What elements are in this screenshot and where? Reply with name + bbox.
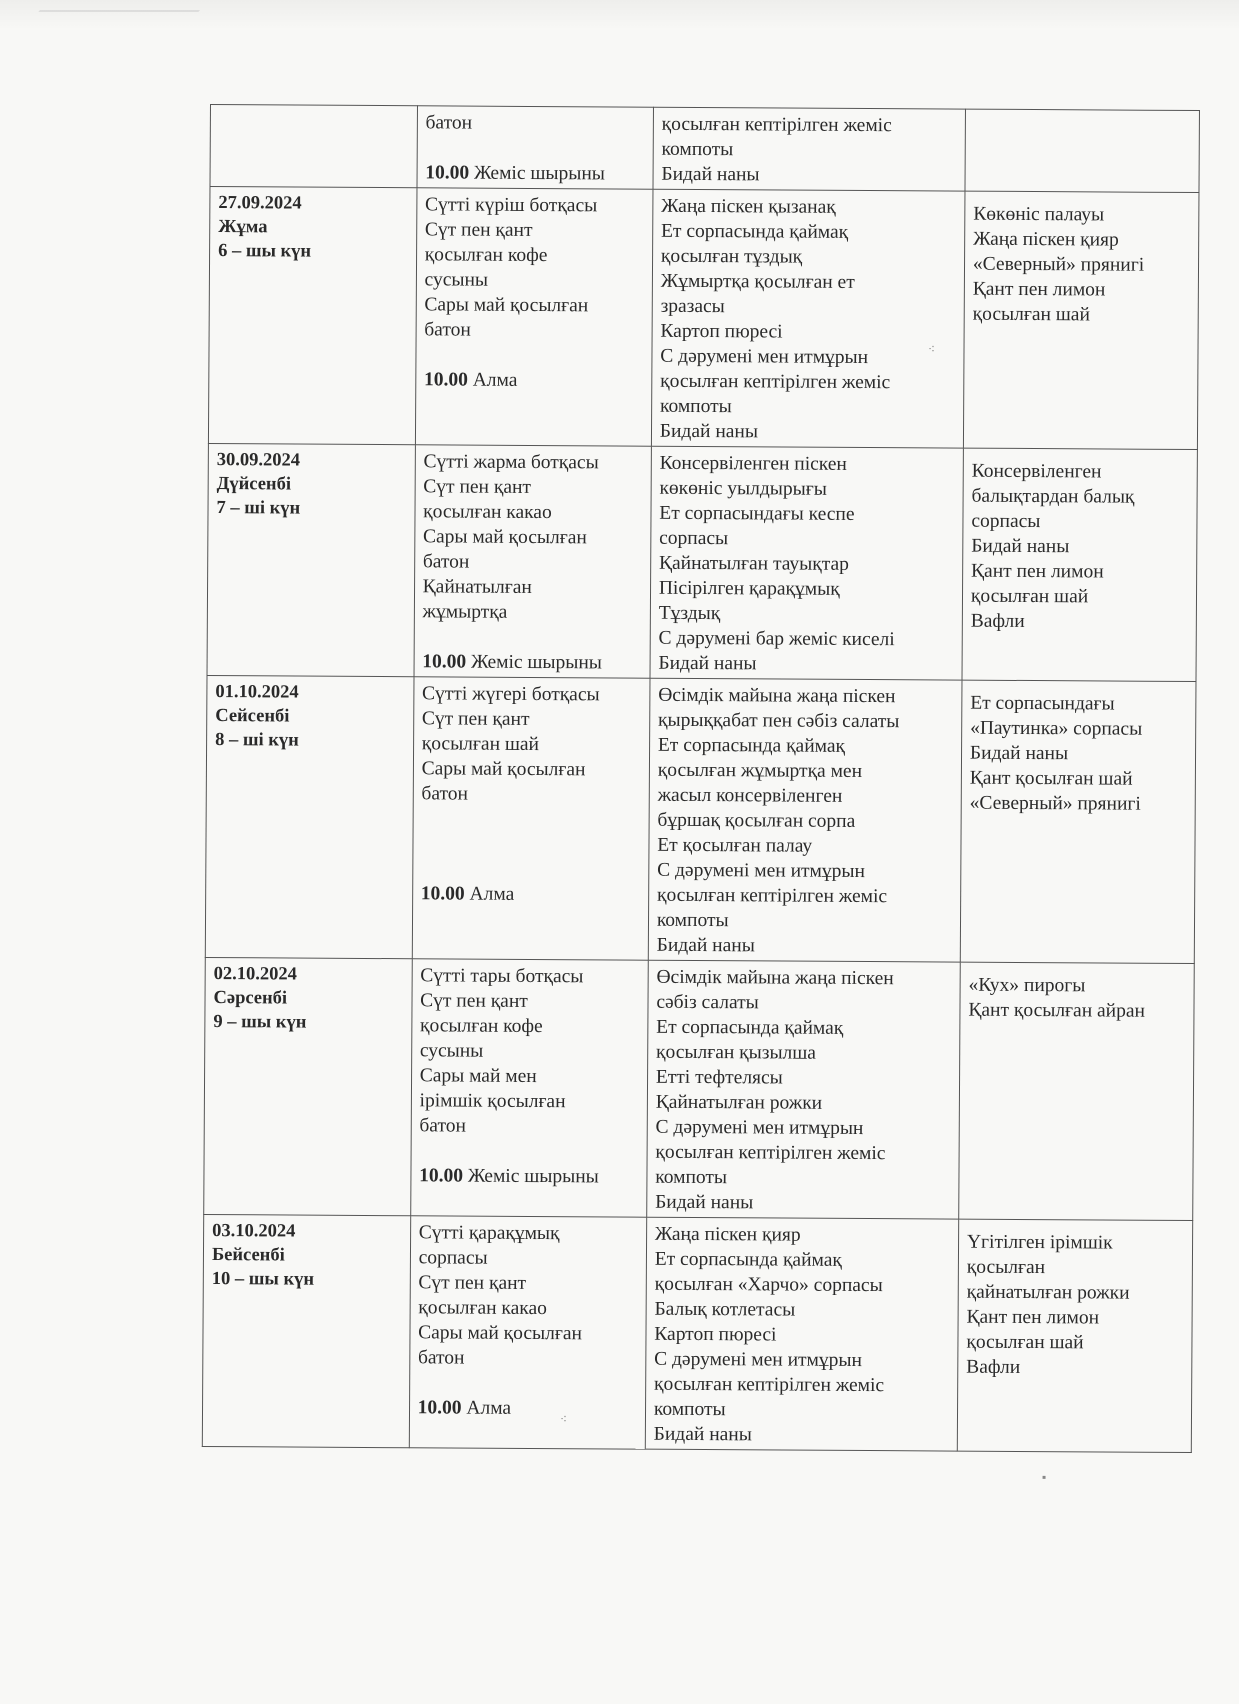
lunch-item: қосылған қызылша xyxy=(655,1041,817,1064)
day-num: 10 – шы күн xyxy=(211,1269,315,1290)
day-name: Жұма xyxy=(218,217,268,238)
dinner-cell xyxy=(963,191,1199,449)
day-date: 03.10.2024 xyxy=(212,1221,296,1242)
dinner-cell xyxy=(962,448,1197,681)
lunch-item: Қайнатылған тауықтар xyxy=(658,552,850,575)
breakfast-item: Сүт пен қант xyxy=(421,708,530,730)
breakfast-item: Сүт пен қант xyxy=(424,219,533,241)
dinner-item: Қант пен лимон xyxy=(966,1306,1100,1329)
lunch-item: қосылған «Харчо» сорпасы xyxy=(654,1273,883,1297)
lunch-item: қосылған жұмыртқа мен xyxy=(657,759,863,782)
lunch-item: көкөніс уылдырығы xyxy=(659,477,827,500)
scan-speck: ⁖ xyxy=(928,342,936,356)
lunch-item: Ет қосылған палау xyxy=(657,834,813,857)
breakfast-cell xyxy=(417,106,654,189)
snack-item: Жеміс шырыны xyxy=(467,1165,599,1188)
lunch-item: Бидай наны xyxy=(658,652,757,675)
day-cell xyxy=(202,1214,410,1447)
lunch-item: Өсімдік майына жаңа піскен xyxy=(656,966,894,990)
dinner-item: Консервіленген xyxy=(971,460,1102,483)
day-num: 6 – шы күн xyxy=(218,241,312,262)
lunch-item: Балық котлетасы xyxy=(654,1298,796,1321)
lunch-item: С дәрумені мен итмұрын xyxy=(654,1348,863,1372)
lunch-item: қосылған кептірілген жеміс xyxy=(653,1373,885,1397)
lunch-item: Жаңа піскен қызанақ xyxy=(661,195,836,218)
breakfast-item: Сары май қосылған xyxy=(422,526,587,549)
lunch-cell xyxy=(650,446,964,680)
snack-time: 10.00 xyxy=(417,1397,462,1419)
dinner-item: қосылған шай xyxy=(966,1331,1084,1354)
breakfast-item: Сары май қосылған xyxy=(424,294,589,317)
breakfast-item: батон xyxy=(419,1115,467,1137)
breakfast-item: қосылған какао xyxy=(418,1297,547,1320)
day-num xyxy=(219,109,409,110)
breakfast-item: батон xyxy=(422,551,470,573)
dinner-item: Бидай наны xyxy=(971,535,1070,558)
day-cell xyxy=(207,443,415,676)
snack-entry xyxy=(418,1395,637,1421)
day-cell xyxy=(208,187,416,445)
lunch-item: қосылған тұздық xyxy=(660,245,803,268)
dinner-item: Қант пен лимон xyxy=(972,278,1106,301)
lunch-item: Ет сорпасында қаймақ xyxy=(654,1248,842,1271)
dinner-item: «Кух» пирогы xyxy=(968,974,1086,997)
breakfast-item: сорпасы xyxy=(418,1247,488,1269)
snack-time: 10.00 xyxy=(425,162,470,184)
day-date: 02.10.2024 xyxy=(213,964,297,985)
dinner-item: «Паутинка» сорпасы xyxy=(970,717,1143,740)
dinner-item: Қант қосылған айран xyxy=(968,999,1146,1022)
breakfast-item: батон xyxy=(421,783,469,805)
day-date: 27.09.2024 xyxy=(218,193,302,214)
spacer xyxy=(425,135,644,161)
day-cell xyxy=(210,105,417,188)
lunch-item: компоты xyxy=(653,1398,726,1421)
menu-day-row xyxy=(202,1214,1192,1452)
dinner-item: Ет сорпасындағы xyxy=(970,692,1115,715)
day-num: 8 – ші күн xyxy=(215,730,299,751)
spacer xyxy=(421,831,640,857)
dinner-item: «Северный» прянигі xyxy=(969,792,1141,815)
dinner-item: қосылған шай xyxy=(970,585,1089,608)
day-name: Бейсенбі xyxy=(211,1245,285,1266)
dinner-item: қосылған xyxy=(966,1256,1046,1279)
snack-time: 10.00 xyxy=(423,369,468,391)
breakfast-item: Сары май қосылған xyxy=(421,758,586,781)
dinner-item: Бидай наны xyxy=(969,742,1069,765)
day-cell xyxy=(204,957,412,1215)
breakfast-cell xyxy=(410,959,648,1217)
breakfast-cell xyxy=(415,188,653,446)
lunch-item: компоты xyxy=(659,395,732,418)
dinner-item: балықтардан балық xyxy=(971,485,1135,508)
menu-day-row xyxy=(210,105,1199,193)
lunch-cell xyxy=(651,189,965,448)
snack-entry xyxy=(425,160,644,186)
dinner-item: Көкөніс палауы xyxy=(973,203,1105,226)
lunch-item: зразасы xyxy=(660,295,725,318)
breakfast-item: Сүтті жарма ботқасы xyxy=(423,451,599,474)
spacer xyxy=(419,1138,638,1164)
spacer xyxy=(421,806,640,832)
dinner-cell xyxy=(960,680,1196,963)
breakfast-item: Сүтті тары ботқасы xyxy=(420,965,584,988)
breakfast-item: сусыны xyxy=(419,1040,484,1062)
menu-day-row xyxy=(208,187,1199,450)
snack-entry xyxy=(421,881,640,907)
lunch-item: компоты xyxy=(655,1166,728,1189)
lunch-item: Жаңа піскен қияр xyxy=(654,1223,801,1246)
lunch-item: Ет сорпасында қаймақ xyxy=(660,220,849,243)
dinner-item: Жаңа піскен қияр xyxy=(973,228,1119,251)
lunch-item: Ет сорпасында қаймақ xyxy=(656,1016,844,1039)
lunch-item: С дәрумені мен итмұрын xyxy=(657,859,866,883)
dinner-item: Үгітілген ірімшік xyxy=(966,1231,1113,1254)
dinner-item: Вафли xyxy=(970,610,1025,632)
lunch-cell xyxy=(648,678,962,962)
dinner-item: қосылған шай xyxy=(972,303,1090,326)
day-num: 9 – шы күн xyxy=(213,1012,307,1033)
breakfast-item: Сүтті жүгері ботқасы xyxy=(421,683,600,706)
dinner-item: Қант қосылған шай xyxy=(969,767,1133,790)
scan-speck: ▪ xyxy=(1042,1470,1047,1484)
day-date: 30.09.2024 xyxy=(216,450,301,471)
spacer xyxy=(421,856,640,882)
snack-time: 10.00 xyxy=(420,883,465,905)
dinner-item: Вафли xyxy=(966,1356,1021,1378)
day-name: Дүйсенбі xyxy=(216,474,292,495)
lunch-item: С дәрумені мен итмұрын xyxy=(655,1116,864,1140)
breakfast-item: ірімшік қосылған xyxy=(419,1090,566,1113)
lunch-cell xyxy=(653,107,966,191)
snack-entry xyxy=(422,649,641,675)
breakfast-item: Сүтті күріш ботқасы xyxy=(424,194,598,217)
day-name xyxy=(219,109,409,110)
snack-entry xyxy=(419,1163,638,1189)
lunch-item: Бидай наны xyxy=(656,934,755,957)
breakfast-item: батон xyxy=(425,112,473,134)
day-date: 01.10.2024 xyxy=(215,682,299,703)
breakfast-item: жұмыртқа xyxy=(422,601,508,623)
day-num: 7 – ші күн xyxy=(216,498,301,519)
lunch-item: қырыққабат пен сәбіз салаты xyxy=(658,709,900,733)
lunch-item: С дәрумені бар жеміс киселі xyxy=(658,627,895,651)
day-name: Сейсенбі xyxy=(215,706,290,727)
lunch-item: Жұмыртқа қосылған ет xyxy=(660,270,855,293)
lunch-item: компоты xyxy=(661,138,734,161)
day-cell xyxy=(205,675,413,958)
lunch-item: Картоп пюресі xyxy=(654,1323,777,1346)
breakfast-item: Сүтті қарақұмық xyxy=(418,1222,560,1245)
breakfast-item: қосылған кофе xyxy=(419,1015,543,1038)
breakfast-cell xyxy=(414,445,652,678)
breakfast-item: қосылған шай xyxy=(421,733,540,756)
lunch-item: Консервіленген піскен xyxy=(659,452,847,475)
lunch-item: сәбіз салаты xyxy=(656,991,759,1014)
lunch-item: С дәрумені мен итмұрын xyxy=(660,345,869,369)
lunch-item: Қайнатылған рожки xyxy=(655,1091,823,1114)
lunch-item: Бидай наны xyxy=(659,420,759,443)
dinner-cell xyxy=(957,1219,1192,1452)
lunch-item: Картоп пюресі xyxy=(660,320,783,343)
breakfast-item: Сүт пен қант xyxy=(420,990,528,1012)
lunch-item: Бидай наны xyxy=(653,1423,752,1446)
lunch-item: қосылған кептірілген жеміс xyxy=(660,370,891,394)
lunch-item: Бидай наны xyxy=(655,1191,754,1214)
breakfast-item: Қайнатылған xyxy=(422,576,532,598)
dinner-cell xyxy=(959,962,1195,1220)
dinner-item: сорпасы xyxy=(971,510,1041,533)
breakfast-cell xyxy=(412,677,650,960)
lunch-item: Бидай наны xyxy=(661,163,760,186)
breakfast-cell xyxy=(409,1216,647,1449)
snack-item: Алма xyxy=(472,369,518,391)
snack-item: Жеміс шырыны xyxy=(470,651,603,674)
lunch-item: қосылған кептірілген жеміс xyxy=(655,1141,886,1165)
menu-day-row xyxy=(207,443,1197,681)
breakfast-item: қосылған какао xyxy=(423,501,552,524)
snack-item: Алма xyxy=(469,883,515,905)
lunch-item: компоты xyxy=(656,909,729,932)
lunch-item: Пісірілген қарақұмық xyxy=(658,577,840,600)
dinner-item: «Северный» прянигі xyxy=(972,253,1145,276)
dinner-item: қайнатылған рожки xyxy=(966,1281,1130,1304)
lunch-item: Етті тефтелясы xyxy=(655,1066,783,1089)
breakfast-item: батон xyxy=(417,1347,465,1369)
menu-table-body xyxy=(202,105,1199,1453)
lunch-item: Ет сорпасындағы кеспе xyxy=(659,502,855,525)
lunch-item: Ет сорпасында қаймақ xyxy=(657,734,846,757)
snack-item: Жеміс шырыны xyxy=(473,162,605,185)
breakfast-item: сусыны xyxy=(424,269,489,291)
breakfast-item: Сүт пен қант xyxy=(423,476,532,498)
lunch-item: жасыл консервіленген xyxy=(657,784,843,807)
dinner-cell xyxy=(965,109,1200,192)
lunch-cell xyxy=(647,960,961,1219)
lunch-item: қосылған кептірілген жеміс xyxy=(661,113,892,137)
snack-item: Алма xyxy=(466,1397,512,1419)
snack-entry xyxy=(424,367,643,393)
spacer xyxy=(418,1370,637,1396)
breakfast-item: Сүт пен қант xyxy=(418,1272,527,1294)
lunch-item: Өсімдік майына жаңа піскен xyxy=(658,684,896,708)
snack-time: 10.00 xyxy=(419,1165,464,1187)
day-name: Сәрсенбі xyxy=(213,988,288,1009)
lunch-item: бұршақ қосылған сорпа xyxy=(657,809,856,832)
breakfast-item: батон xyxy=(424,319,471,341)
spacer xyxy=(424,342,643,368)
lunch-item: сорпасы xyxy=(659,527,729,550)
menu-table xyxy=(202,104,1200,1453)
snack-time: 10.00 xyxy=(422,651,467,673)
breakfast-item: Сары май мен xyxy=(419,1065,537,1088)
dinner-item: Қант пен лимон xyxy=(971,560,1104,583)
spacer xyxy=(422,624,641,650)
menu-day-row xyxy=(204,957,1195,1220)
lunch-cell xyxy=(645,1217,959,1451)
day-date xyxy=(219,109,409,110)
lunch-item: Тұздық xyxy=(658,602,721,625)
lunch-item: қосылған кептірілген жеміс xyxy=(656,884,888,908)
breakfast-item: Сары май қосылған xyxy=(418,1322,583,1345)
breakfast-item: қосылған кофе xyxy=(424,244,548,267)
scan-speck: ⁖ xyxy=(560,1412,568,1426)
menu-day-row xyxy=(205,675,1196,963)
